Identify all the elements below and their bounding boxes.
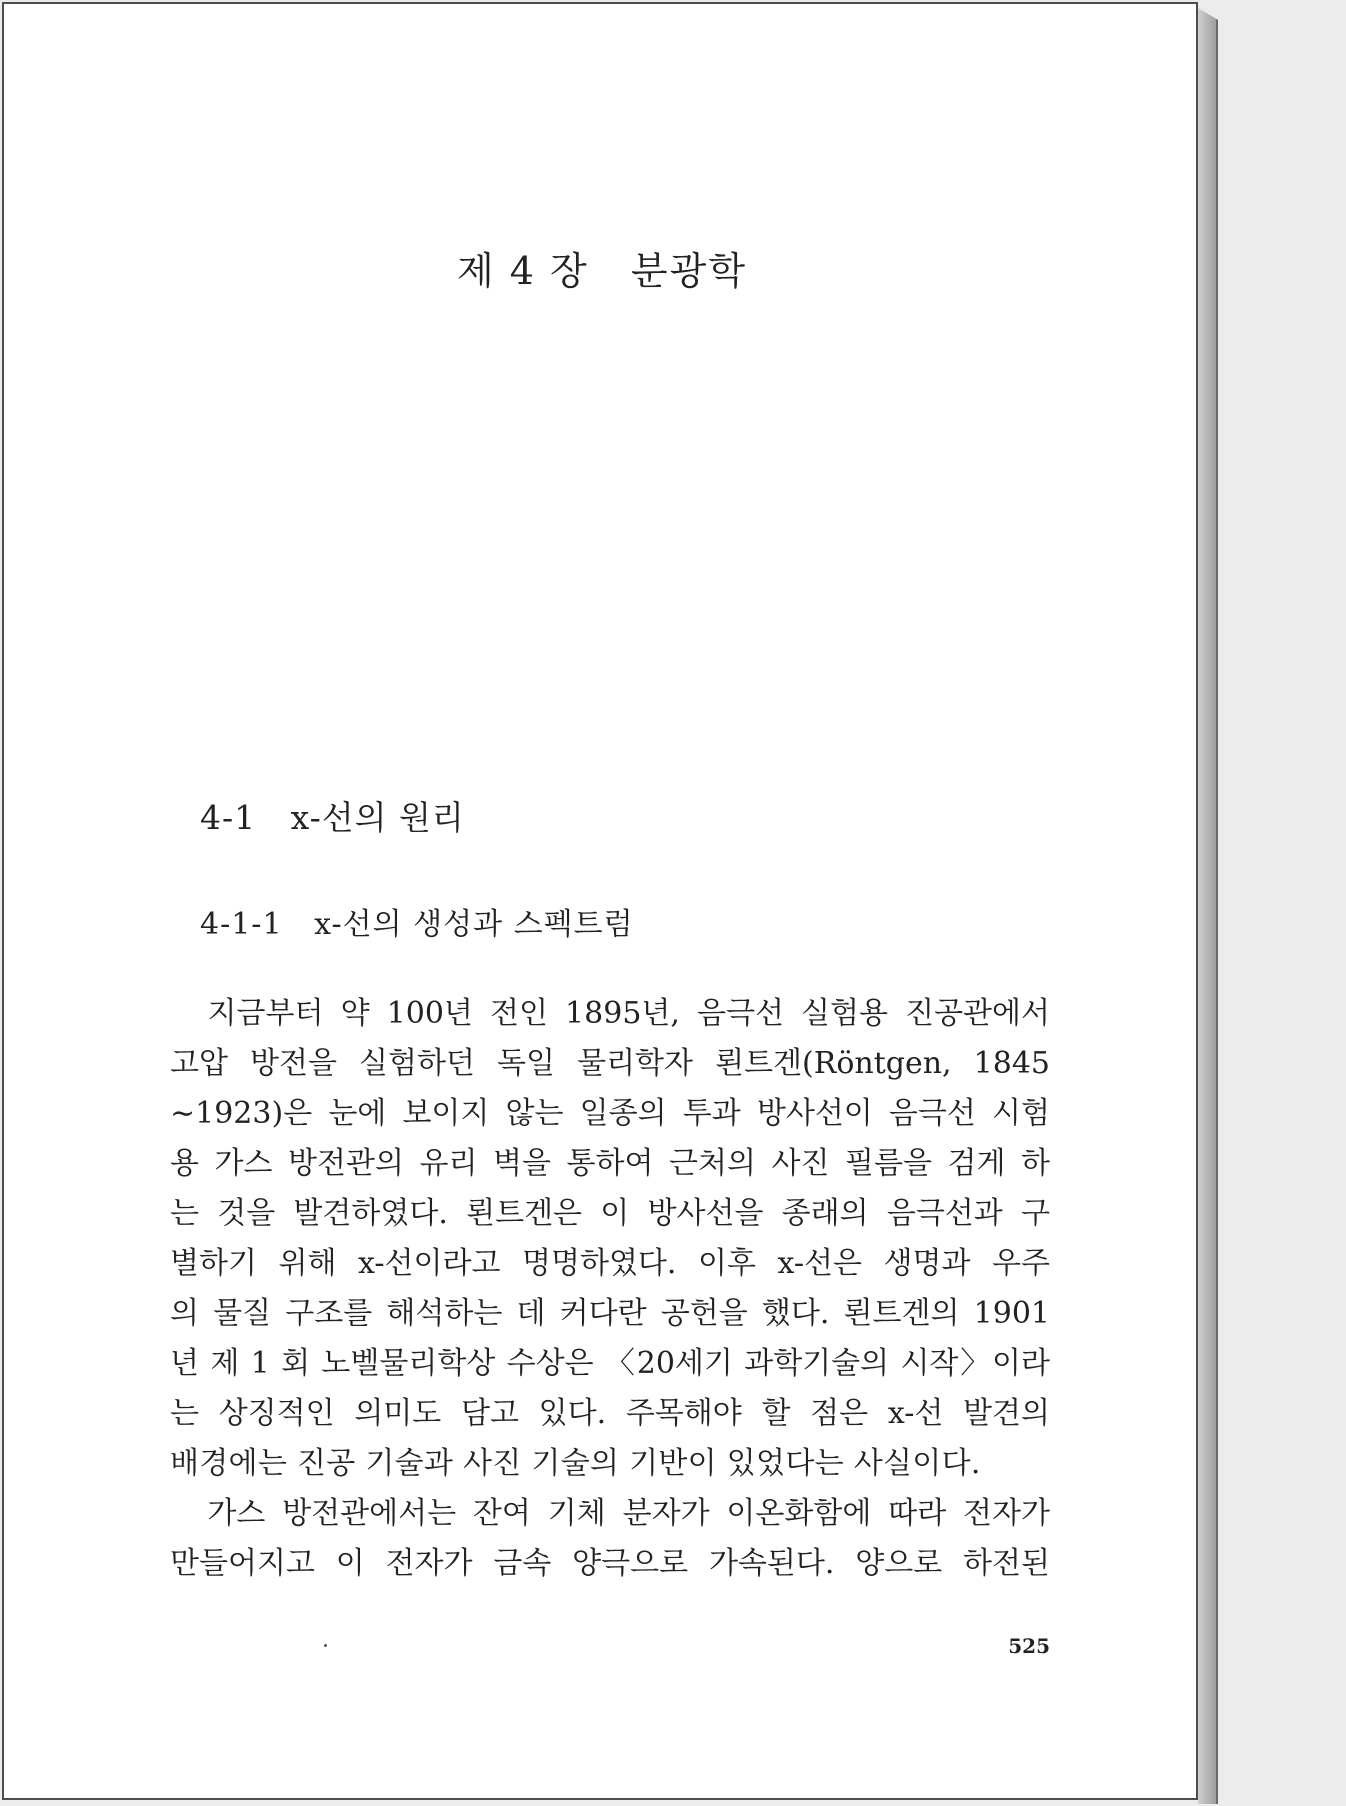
body-paragraphs bbox=[170, 989, 1050, 1589]
section-heading: 4-1 x-선의 원리 bbox=[200, 798, 465, 837]
body-line: 만들어지고 이 전자가 금속 양극으로 가속된다. 양으로 하전된 bbox=[170, 1546, 1050, 1581]
body-line: 고압 방전을 실험하던 독일 물리학자 뢴트겐(Röntgen, 1845 bbox=[170, 1046, 1050, 1081]
body-line: 는 것을 발견하였다. 뢴트겐은 이 방사선을 종래의 음극선과 구 bbox=[170, 1196, 1050, 1231]
body-line: 가스 방전관에서는 잔여 기체 분자가 이온화함에 따라 전자가 bbox=[170, 1496, 1050, 1531]
subsection-heading: 4-1-1 x-선의 생성과 스펙트럼 bbox=[200, 907, 634, 942]
chapter-title: 제 4 장 분광학 bbox=[456, 249, 748, 293]
body-line: 년 제 1 회 노벨물리학상 수상은 〈20세기 과학기술의 시작〉이라 bbox=[170, 1346, 1050, 1381]
print-speck bbox=[324, 1644, 327, 1647]
page-number: 525 bbox=[1008, 1634, 1050, 1658]
body-line: 는 상징적인 의미도 담고 있다. 주목해야 할 점은 x-선 발견의 bbox=[170, 1396, 1050, 1431]
body-line: 용 가스 방전관의 유리 벽을 통하여 근처의 사진 필름을 검게 하 bbox=[170, 1146, 1050, 1181]
body-line: ∼1923)은 눈에 보이지 않는 일종의 투과 방사선이 음극선 시험 bbox=[170, 1096, 1050, 1131]
body-line: 의 물질 구조를 해석하는 데 커다란 공헌을 했다. 뢴트겐의 1901 bbox=[170, 1296, 1050, 1331]
book-page bbox=[2, 2, 1198, 1800]
body-line: 별하기 위해 x-선이라고 명명하였다. 이후 x-선은 생명과 우주 bbox=[170, 1246, 1050, 1281]
page-stack-edge bbox=[1198, 8, 1218, 1804]
body-line: 배경에는 진공 기술과 사진 기술의 기반이 있었다는 사실이다. bbox=[170, 1446, 981, 1481]
body-line: 지금부터 약 100년 전인 1895년, 음극선 실험용 진공관에서 bbox=[170, 996, 1050, 1031]
